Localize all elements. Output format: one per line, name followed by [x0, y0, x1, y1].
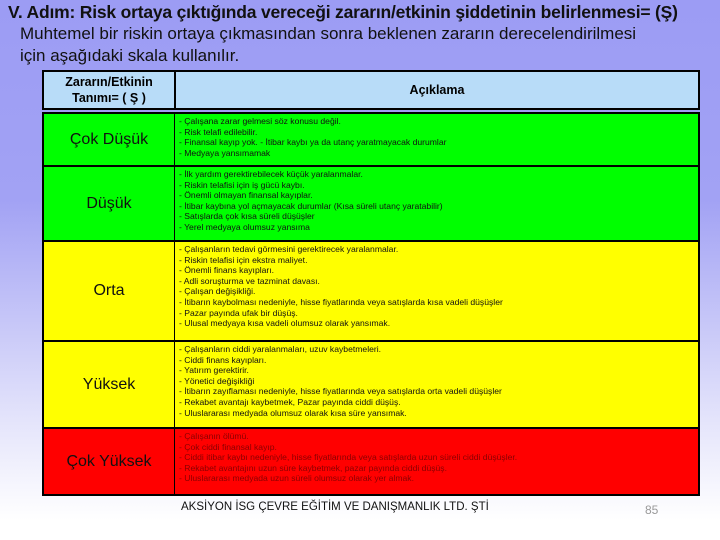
- description-item: - Ulusal medyaya kısa vadeli olumsuz olarak yansımak.: [179, 318, 391, 329]
- description-item: - Risk telafi edilebilir.: [179, 126, 258, 137]
- description-item: - Yönetici değişikliği: [179, 375, 255, 386]
- description-item: - Çalışanların tedavi görmesini gerektirecek yaralanmalar.: [179, 244, 399, 254]
- description-item: - İlk yardım gerektirebilecek küçük yaralanmalar.: [179, 169, 363, 179]
- table-row: [44, 427, 698, 494]
- description-item: - Yerel medyaya olumsuz yansıma: [179, 221, 310, 232]
- page-number: 85: [645, 503, 659, 517]
- slide-title: V. Adım: Risk ortaya çıktığında vereceği zararın/etkinin şiddetinin belirlenmesi= (Ş): [8, 2, 678, 22]
- severity-level: Çok Düşük: [44, 114, 175, 165]
- severity-description: [175, 429, 698, 494]
- description-item: - Rekabet avantajı kaybetmek, Pazar payında ciddi düşüş.: [179, 396, 401, 407]
- description-item: - İtibarın kaybolması nedeniyle, hisse fiyatlarında veya satışlarda kısa vadeli düşüşler: [179, 296, 503, 307]
- description-item: - Ciddi finans kayıpları.: [179, 354, 267, 365]
- description-item: - Satışlarda çok kısa süreli düşüşler: [179, 211, 315, 222]
- severity-level: Orta: [44, 242, 175, 340]
- table-body: [42, 112, 700, 496]
- severity-description: [175, 242, 698, 340]
- description-item: - Riskin telafisi için iş gücü kaybı.: [179, 179, 305, 190]
- severity-level: Çok Yüksek: [44, 429, 175, 494]
- description-item: - Adli soruşturma ve tazminat davası.: [179, 275, 320, 286]
- description-item: - Pazar payında ufak bir düşüş.: [179, 307, 298, 318]
- description-item: - Finansal kayıp yok. - İtibar kaybı ya da utanç yaratmayacak durumlar: [179, 137, 447, 148]
- severity-description: [175, 114, 698, 165]
- severity-level: Yüksek: [44, 342, 175, 427]
- subtitle-line-2: için aşağıdaki skala kullanılır.: [20, 46, 240, 65]
- description-item: - Riskin telafisi için ekstra maliyet.: [179, 254, 308, 265]
- description-item: - Çalışana zarar gelmesi söz konusu değil.: [179, 116, 341, 126]
- description-item: - Medyaya yansımamak: [179, 147, 271, 158]
- description-item: - Rekabet avantajını uzun süre kaybetmek, pazar payında ciddi düşüş.: [179, 462, 447, 473]
- description-item: - Uluslararası medyada olumsuz olarak kısa süre yansımak.: [179, 407, 407, 418]
- header-description: Açıklama: [409, 83, 465, 97]
- severity-description: [175, 342, 698, 427]
- table-row: [44, 114, 698, 165]
- subtitle-line-1: Muhtemel bir riskin ortaya çıkmasından sonra beklenen zararın derecelendirilmesi: [20, 24, 637, 43]
- description-item: - Önemli olmayan finansal kayıplar.: [179, 190, 313, 201]
- description-item: - İtibarın zayıflaması nedeniyle, hisse fiyatlarında veya satışlarda orta vadeli düşüşler: [179, 386, 502, 397]
- severity-scale-table: [42, 70, 700, 496]
- description-item: - Çok ciddi finansal kayıp.: [179, 441, 277, 452]
- description-item: - Ciddi itibar kaybı nedeniyle, hisse fiyatlarında veya satışlarda uzun süreli ciddi düşüşler.: [179, 452, 518, 463]
- table-row: [44, 165, 698, 240]
- description-item: - Çalışan değişikliği.: [179, 286, 256, 297]
- table-row: [44, 340, 698, 427]
- description-item: - Çalışanın ölümü.: [179, 431, 249, 441]
- description-item: - Önemli finans kayıpları.: [179, 265, 275, 276]
- table-header: [42, 70, 700, 110]
- description-item: - İtibar kaybına yol açmayacak durumlar (Kısa süreli utanç yaratabilir): [179, 200, 443, 211]
- table-row: [44, 240, 698, 340]
- severity-description: [175, 167, 698, 240]
- description-item: - Uluslararası medyada uzun süreli olumsuz olarak yer almak.: [179, 473, 414, 484]
- description-item: - Çalışanların ciddi yaralanmaları, uzuv kaybetmeleri.: [179, 344, 382, 354]
- description-item: - Yatırım gerektirir.: [179, 365, 249, 376]
- header-definition: Zararın/Etkinin Tanımı= ( Ş ): [44, 72, 176, 108]
- footer-company: AKSİYON İSG ÇEVRE EĞİTİM VE DANIŞMANLIK LTD. ŞTİ: [181, 501, 489, 513]
- severity-level: Düşük: [44, 167, 175, 240]
